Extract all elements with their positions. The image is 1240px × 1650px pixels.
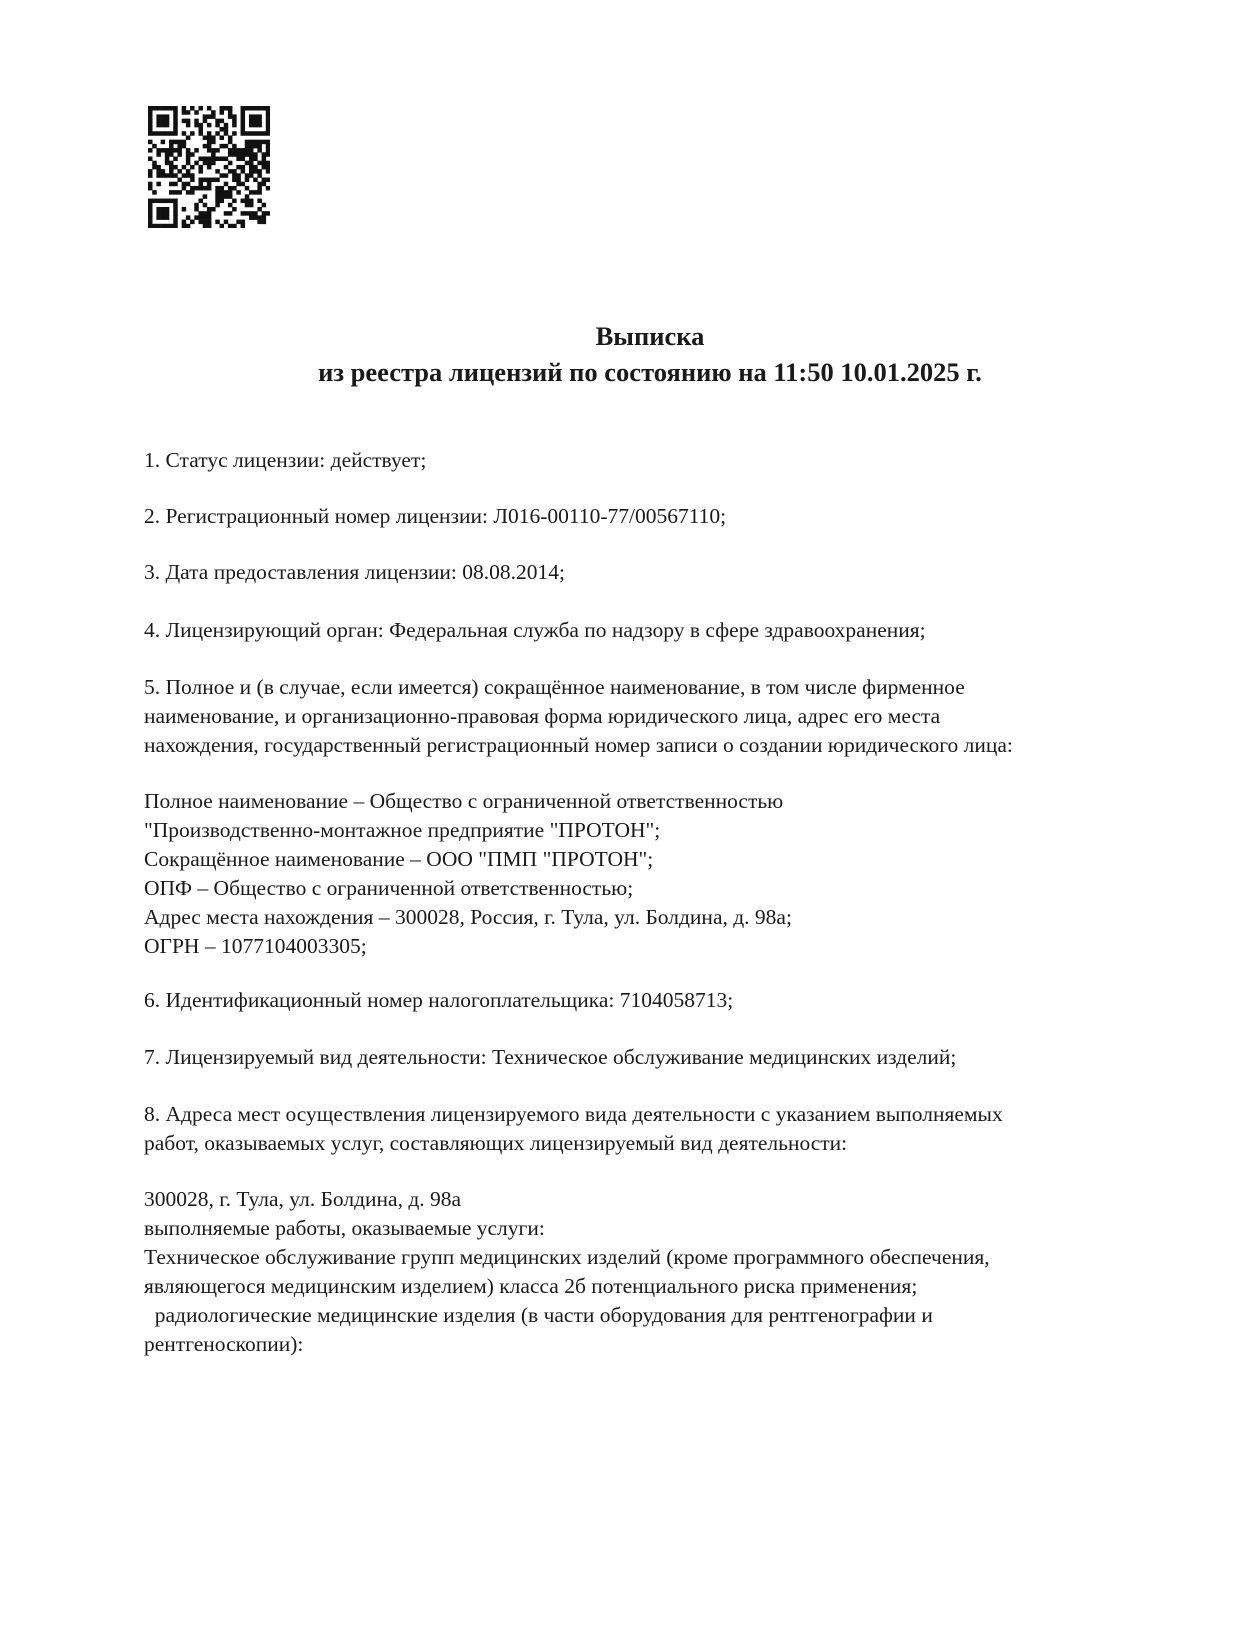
services-label-line: выполняемые работы, оказываемые услуги: <box>144 1216 545 1240</box>
qr-code <box>148 106 270 228</box>
services-text-line: радиологические медицинские изделия (в части оборудования для рентгенографии и <box>144 1303 933 1327</box>
full-name-line: Полное наименование – Общество с ограниченной ответственностью <box>144 789 784 813</box>
license-issue-date: 3. Дата предоставления лицензии: 08.08.2014; <box>144 560 565 584</box>
document-title: Выписка <box>595 321 705 351</box>
legal-entity-heading-line: нахождения, государственный регистрационный номер записи о создании юридического лица: <box>144 733 1013 757</box>
address-line: Адрес места нахождения – 300028, Россия, г. Тула, ул. Болдина, д. 98а; <box>144 905 792 929</box>
licensing-authority: 4. Лицензирующий орган: Федеральная служба по надзору в сфере здравоохранения; <box>144 618 926 642</box>
license-reg-number: 2. Регистрационный номер лицензии: Л016-00110-77/00567110; <box>144 504 727 528</box>
services-text-line: являющегося медицинским изделием) класса 2б потенциального риска применения; <box>144 1274 918 1298</box>
legal-entity-heading-line: 5. Полное и (в случае, если имеется) сокращённое наименование, в том числе фирменное <box>144 675 965 699</box>
activity-line: 7. Лицензируемый вид деятельности: Техническое обслуживание медицинских изделий; <box>144 1045 957 1069</box>
inn-line: 6. Идентификационный номер налогоплательщика: 7104058713; <box>144 988 734 1012</box>
services-text-line: Техническое обслуживание групп медицинских изделий (кроме программного обеспечения, <box>144 1245 990 1269</box>
places-heading-line: работ, оказываемых услуг, составляющих лицензируемый вид деятельности: <box>144 1131 848 1155</box>
legal-form-line: ОПФ – Общество с ограниченной ответственностью; <box>144 876 634 900</box>
places-heading-line: 8. Адреса мест осуществления лицензируемого вида деятельности с указанием выполняемых <box>144 1102 1003 1126</box>
full-name-line: "Производственно-монтажное предприятие "ПРОТОН"; <box>144 818 661 842</box>
short-name-line: Сокращённое наименование – ООО "ПМП "ПРОТОН"; <box>144 847 654 871</box>
license-status: 1. Статус лицензии: действует; <box>144 448 427 472</box>
document-subtitle: из реестра лицензий по состоянию на 11:50 10.01.2025 г. <box>318 357 982 387</box>
qr-code-graphic <box>148 106 270 228</box>
place-address-line: 300028, г. Тула, ул. Болдина, д. 98а <box>144 1187 462 1211</box>
ogrn-line: ОГРН – 1077104003305; <box>144 934 367 958</box>
services-text-line: рентгеноскопии): <box>144 1332 304 1356</box>
legal-entity-heading-line: наименование, и организационно-правовая форма юридического лица, адрес его места <box>144 704 941 728</box>
